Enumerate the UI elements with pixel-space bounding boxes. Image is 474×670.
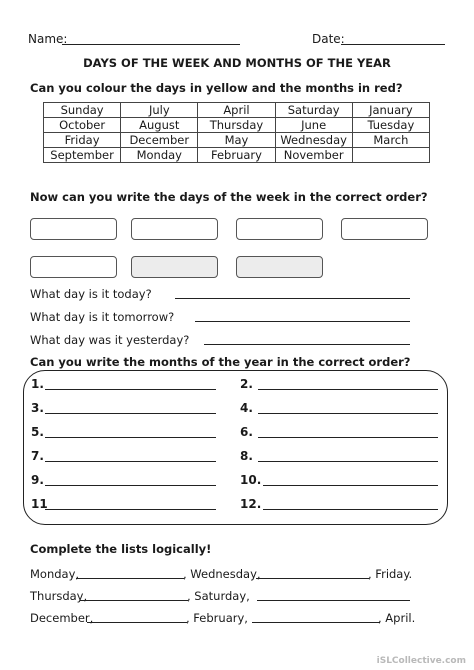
month-answer-line[interactable] [258, 437, 438, 438]
answer-line-yesterday[interactable] [204, 344, 410, 345]
table-cell[interactable]: Thursday [198, 118, 275, 133]
table-cell[interactable]: October [44, 118, 121, 133]
month-number: 2. [240, 377, 253, 391]
month-number: 5. [31, 425, 44, 439]
month-answer-line[interactable] [45, 485, 216, 486]
months-order-instruction: Can you write the months of the year in the correct order? [30, 355, 411, 369]
table-row [44, 118, 430, 133]
question-tomorrow: What day is it tomorrow? [30, 310, 175, 324]
month-answer-line[interactable] [263, 509, 438, 510]
day-answer-box-7[interactable] [236, 256, 323, 278]
month-answer-line[interactable] [45, 461, 216, 462]
table-cell[interactable]: March [352, 133, 429, 148]
table-cell[interactable]: Wednesday [275, 133, 352, 148]
answer-line-today[interactable] [175, 298, 410, 299]
month-answer-line[interactable] [258, 461, 438, 462]
month-number: 10. [240, 473, 262, 487]
month-number: 9. [31, 473, 44, 487]
month-number: 3. [31, 401, 44, 415]
complete-lists-instruction: Complete the lists logically! [30, 542, 212, 556]
colour-instruction: Can you colour the days in yellow and the months in red? [30, 81, 403, 95]
month-answer-line[interactable] [45, 413, 216, 414]
list-blank[interactable] [256, 578, 369, 579]
table-cell[interactable]: Monday [121, 148, 198, 163]
list-row1-start: Monday, [30, 567, 80, 581]
table-cell[interactable]: August [121, 118, 198, 133]
table-cell[interactable]: November [275, 148, 352, 163]
answer-line-tomorrow[interactable] [195, 321, 410, 322]
date-field-line[interactable] [341, 44, 445, 45]
list-row3-start: December, [30, 611, 94, 625]
date-label: Date: [312, 32, 345, 46]
table-cell[interactable]: June [275, 118, 352, 133]
table-cell[interactable]: May [198, 133, 275, 148]
list-row3-mid: , February, [186, 611, 248, 625]
table-row [44, 148, 430, 163]
table-row [44, 103, 430, 118]
day-answer-box-3[interactable] [236, 218, 323, 240]
site-watermark: iSLCollective.com [376, 656, 466, 666]
table-cell[interactable] [352, 148, 429, 163]
table-cell[interactable]: January [352, 103, 429, 118]
month-number: 7. [31, 449, 44, 463]
day-answer-box-6[interactable] [131, 256, 218, 278]
month-answer-line[interactable] [263, 485, 438, 486]
month-number: 4. [240, 401, 253, 415]
worksheet-title: DAYS OF THE WEEK AND MONTHS OF THE YEAR [83, 56, 391, 70]
name-field-line[interactable] [62, 44, 240, 45]
table-cell[interactable]: July [121, 103, 198, 118]
list-blank[interactable] [252, 622, 380, 623]
list-row2-start: Thursday, [30, 589, 88, 603]
month-answer-line[interactable] [45, 509, 216, 510]
list-row2-mid: , Saturday, [187, 589, 250, 603]
list-blank[interactable] [87, 622, 187, 623]
table-cell[interactable]: April [198, 103, 275, 118]
words-table [43, 102, 430, 163]
day-answer-box-5[interactable] [30, 256, 117, 278]
day-answer-box-2[interactable] [131, 218, 218, 240]
table-cell[interactable]: Sunday [44, 103, 121, 118]
table-cell[interactable]: Saturday [275, 103, 352, 118]
name-label: Name: [28, 32, 68, 46]
month-answer-line[interactable] [258, 413, 438, 414]
month-number: 8. [240, 449, 253, 463]
day-answer-box-4[interactable] [341, 218, 428, 240]
table-cell[interactable]: Tuesday [352, 118, 429, 133]
table-cell[interactable]: September [44, 148, 121, 163]
list-blank[interactable] [80, 600, 188, 601]
day-answer-box-1[interactable] [30, 218, 117, 240]
month-answer-line[interactable] [45, 437, 216, 438]
table-cell[interactable]: December [121, 133, 198, 148]
month-answer-line[interactable] [258, 389, 438, 390]
list-row3-end: , April. [378, 611, 416, 625]
days-order-instruction: Now can you write the days of the week in the correct order? [30, 190, 428, 204]
list-blank[interactable] [76, 578, 184, 579]
list-row1-end: , Friday. [368, 567, 413, 581]
question-today: What day is it today? [30, 287, 152, 301]
table-cell[interactable]: February [198, 148, 275, 163]
month-number: 12. [240, 497, 262, 511]
month-number: 6. [240, 425, 253, 439]
table-row [44, 133, 430, 148]
list-row1-mid: , Wednesday, [183, 567, 261, 581]
month-answer-line[interactable] [45, 389, 216, 390]
month-number: 11 [31, 497, 48, 511]
table-cell[interactable]: Friday [44, 133, 121, 148]
question-yesterday: What day was it yesterday? [30, 333, 190, 347]
month-number: 1. [31, 377, 44, 391]
list-blank[interactable] [257, 600, 410, 601]
months-answer-frame [23, 370, 448, 525]
